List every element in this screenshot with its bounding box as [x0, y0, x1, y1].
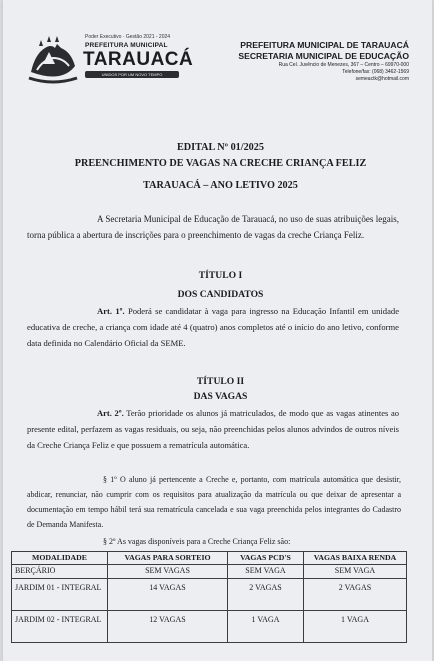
logo-slogan: UNIDOS POR UM NOVO TEMPO [85, 71, 179, 78]
letterhead-phone: Telefone/fax: (068) 3462-1569 [342, 69, 409, 75]
logo-prefeitura-label: PREFEITURA MUNICIPAL [85, 42, 168, 49]
section-name-1: DOS CANDIDATOS [177, 289, 264, 300]
city-emblem-icon [25, 34, 81, 90]
logo-small-caption: Poder Executivo · Gestão 2021 - 2024 [85, 34, 171, 40]
table-header-row [12, 552, 407, 565]
document-subtitle: TARAUACÁ – ANO LETIVO 2025 [143, 180, 298, 191]
paragraph-2-text: § 2º As vagas disponíveis para a Creche Criança Feliz são: [103, 537, 291, 546]
letterhead-email: semeactk@hotmail.com [355, 76, 409, 82]
section-name-2: DAS VAGAS [193, 391, 248, 402]
paragraph-1 [27, 472, 401, 532]
article-2 [27, 405, 399, 453]
logo-city-name: TARAUACÁ [83, 49, 194, 70]
paragraph-1-text: § 1º O aluno já pertencente a Creche e, portanto, com matrícula automática que desistir, abdicar, renunciar, não cumprir com os requisitos para atualização da matrícula ou que deixar de apresentar a documentação em tempo hábil terá sua rematrícula cancelada e sua vaga preenchida pelos integrantes do Cadastro de Demanda Manifesta. [27, 475, 401, 529]
article-2-label: Art. 2º. [97, 408, 124, 418]
table-cell: 2 VAGAS [228, 579, 304, 611]
section-title-2: TÍTULO II [196, 376, 245, 387]
letterhead-org-line1: PREFEITURA MUNICIPAL DE TARAUACÁ [240, 40, 409, 50]
paragraph-2 [27, 534, 401, 549]
article-1-label: Art. 1º. [97, 306, 125, 316]
article-1-text: Poderá se candidatar à vaga para ingresso na Educação Infantil em unidade educativa de creche, a criança com idade até 4 (quatro) anos completos até o início do ano letivo, conforme data definida no Calendário Oficial da SEME. [27, 306, 400, 348]
document-title: PREENCHIMENTO DE VAGAS NA CRECHE CRIANÇA FELIZ [74, 158, 367, 169]
table-row [12, 611, 407, 643]
document-page [3, 0, 432, 661]
table-cell: SEM VAGAS [108, 565, 228, 579]
letterhead-org-line2: SECRETARIA MUNICIPAL DE EDUCAÇÃO [238, 51, 409, 61]
edital-number: EDITAL Nº 01/2025 [177, 142, 264, 153]
table-header: VAGAS BAIXA RENDA [304, 552, 407, 565]
letterhead [229, 40, 409, 83]
vagas-table [11, 551, 407, 643]
table-cell: SEM VAGA [304, 565, 407, 579]
table-cell: 1 VAGA [228, 611, 304, 643]
table-cell: JARDIM 02 - INTEGRAL [12, 611, 108, 643]
table-cell: 12 VAGAS [108, 611, 228, 643]
table-cell: 1 VAGA [304, 611, 407, 643]
table-header: VAGAS PCD'S [228, 552, 304, 565]
table-cell: BERÇÁRIO [12, 565, 108, 579]
section-title-1: TÍTULO I [198, 270, 243, 281]
table-cell: JARDIM 01 - INTEGRAL [12, 579, 108, 611]
municipality-logo [25, 34, 194, 90]
table-cell: 14 VAGAS [108, 579, 228, 611]
table-cell: SEM VAGA [228, 565, 304, 579]
table-row [12, 565, 407, 579]
table-cell: 2 VAGAS [304, 579, 407, 611]
article-2-text: Terão prioridade os alunos já matriculados, de modo que as vagas atinentes ao presente edital, perfazem as vagas residuais, ou seja, não preenchidas pelos alunos advindos de outros níveis da Creche Criança Feliz e que possuem a rematrícula automática. [27, 408, 399, 450]
table-header: VAGAS PARA SORTEIO [108, 552, 228, 565]
letterhead-address: Rua Cel. Juvêncio de Menezes, 367 – Centro – 69970-000 [278, 62, 409, 68]
intro-text: A Secretaria Municipal de Educação de Tarauacá, no uso de suas atribuições legais, torna pública a abertura de inscrições para o preenchimento de vagas da creche Criança Feliz. [27, 214, 399, 240]
table-row [12, 579, 407, 611]
table-header: MODALIDADE [12, 552, 108, 565]
article-1 [27, 303, 399, 351]
intro-paragraph [27, 211, 399, 243]
